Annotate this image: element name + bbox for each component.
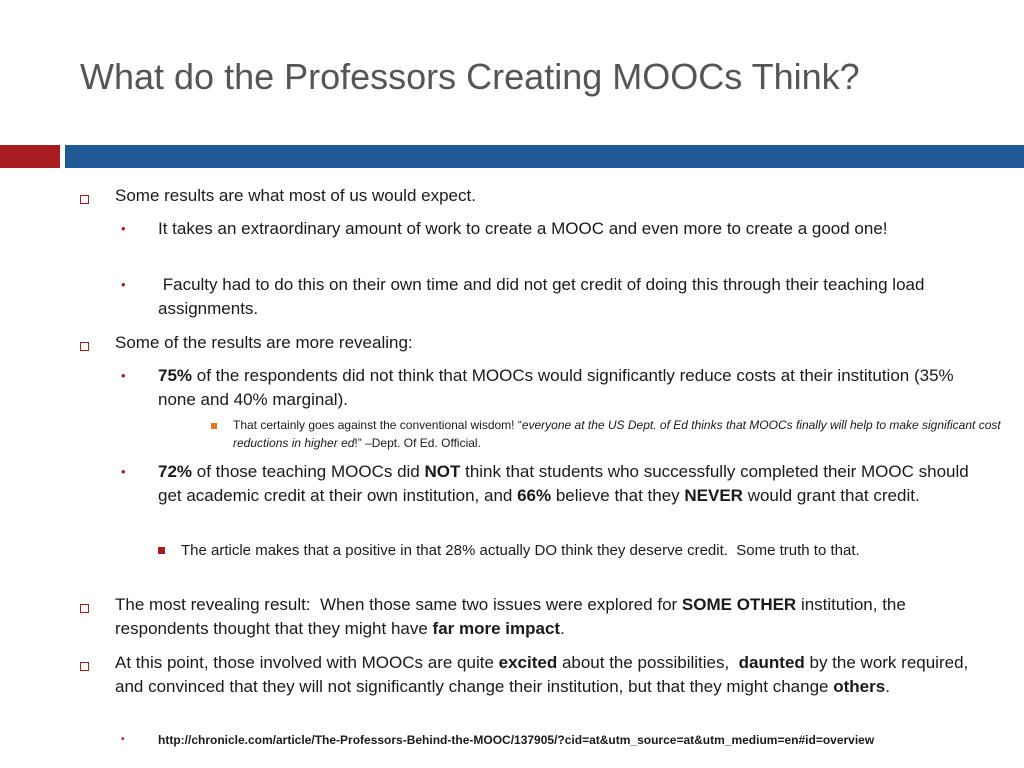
bullet-text: by the work required, and convinced that they will not significantly change their institution, but that they might change (115, 653, 969, 696)
stat-66: 66% (517, 486, 552, 505)
bullet-text: It takes an extraordinary amount of work to create a MOOC and even more to create a good one! (158, 219, 888, 238)
small-square-bullet-icon (158, 547, 165, 554)
dot-bullet-icon: • (121, 464, 126, 479)
bullet-text: . (885, 677, 890, 696)
quote-attribution: !” –Dept. Of Ed. Official. (354, 436, 481, 450)
bullet-text: think that students who successfully completed their MOOC should get academic credit at their own institution, and (158, 462, 969, 505)
bullet-text: institution, the respondents thought that they might have (115, 595, 906, 638)
bullet-text: At this point, those involved with MOOCs are quite (115, 653, 499, 672)
emphasis-some-other: SOME OTHER (681, 595, 797, 614)
emphasis-far-more-impact: far more impact (432, 619, 561, 638)
source-link[interactable]: http://chronicle.com/article/The-Professors-Behind-the-MOOC/137905/?cid=at&utm_source=at&utm_medium=en#id=overview (158, 733, 875, 747)
quote-text: everyone at the US Dept. of Ed thinks that MOOCs finally will help to make significant cost reductions in higher ed (233, 418, 1001, 450)
bullet-expected-results (115, 184, 995, 208)
bullet-text: Faculty had to do this on their own time and did not get credit of doing this through their teaching load assignments. (158, 275, 930, 318)
accent-bar-blue (65, 145, 1024, 168)
emphasis-not: NOT (424, 462, 461, 481)
sub-bullet-faculty-time (158, 273, 988, 321)
emphasis-never: NEVER (684, 486, 743, 505)
bullet-text: of the respondents did not think that MOOCs would significantly reduce costs at their institution (35% none and 40% marginal). (158, 366, 954, 409)
sub-bullet-work (158, 217, 988, 241)
stat-72: 72% (158, 462, 193, 481)
emphasis-daunted: daunted (738, 653, 805, 672)
bullet-text: That certainly goes against the conventional wisdom! “ (233, 418, 522, 432)
bullet-at-this-point (115, 651, 995, 699)
bullet-text: The most revealing result: When those same two issues were explored for (115, 595, 682, 614)
bullet-revealing-results (115, 331, 995, 355)
dot-bullet-icon: • (121, 368, 126, 383)
bullet-text: . (560, 619, 565, 638)
sub-bullet-source-link (158, 731, 1018, 749)
bullet-text: would grant that credit. (742, 486, 920, 505)
sub-bullet-75-percent (158, 364, 988, 412)
square-bullet-icon (80, 662, 89, 671)
stat-75: 75% (158, 366, 193, 385)
emphasis-others: others (833, 677, 886, 696)
sub-sub-bullet-28-percent (181, 540, 991, 561)
slide-title: What do the Professors Creating MOOCs Think? (80, 56, 860, 97)
bullet-text: The article makes that a positive in that 28% actually DO think they deserve credit. Some truth to that. (181, 542, 860, 559)
sub-sub-bullet-conventional-wisdom (233, 416, 1013, 452)
small-square-bullet-icon (211, 423, 217, 429)
sub-bullet-72-percent (158, 460, 988, 508)
bullet-text: Some results are what most of us would expect. (115, 186, 476, 205)
accent-bar-red (0, 145, 60, 168)
bullet-text: about the possibilities, (557, 653, 739, 672)
square-bullet-icon (80, 604, 89, 613)
bullet-text: Some of the results are more revealing: (115, 333, 413, 352)
bullet-text: of those teaching MOOCs did (192, 462, 425, 481)
dot-bullet-icon: • (121, 734, 125, 745)
square-bullet-icon (80, 195, 89, 204)
dot-bullet-icon: • (121, 277, 126, 292)
square-bullet-icon (80, 342, 89, 351)
emphasis-excited: excited (498, 653, 558, 672)
bullet-text: believe that they (551, 486, 685, 505)
dot-bullet-icon: • (121, 221, 126, 236)
bullet-most-revealing (115, 593, 995, 641)
